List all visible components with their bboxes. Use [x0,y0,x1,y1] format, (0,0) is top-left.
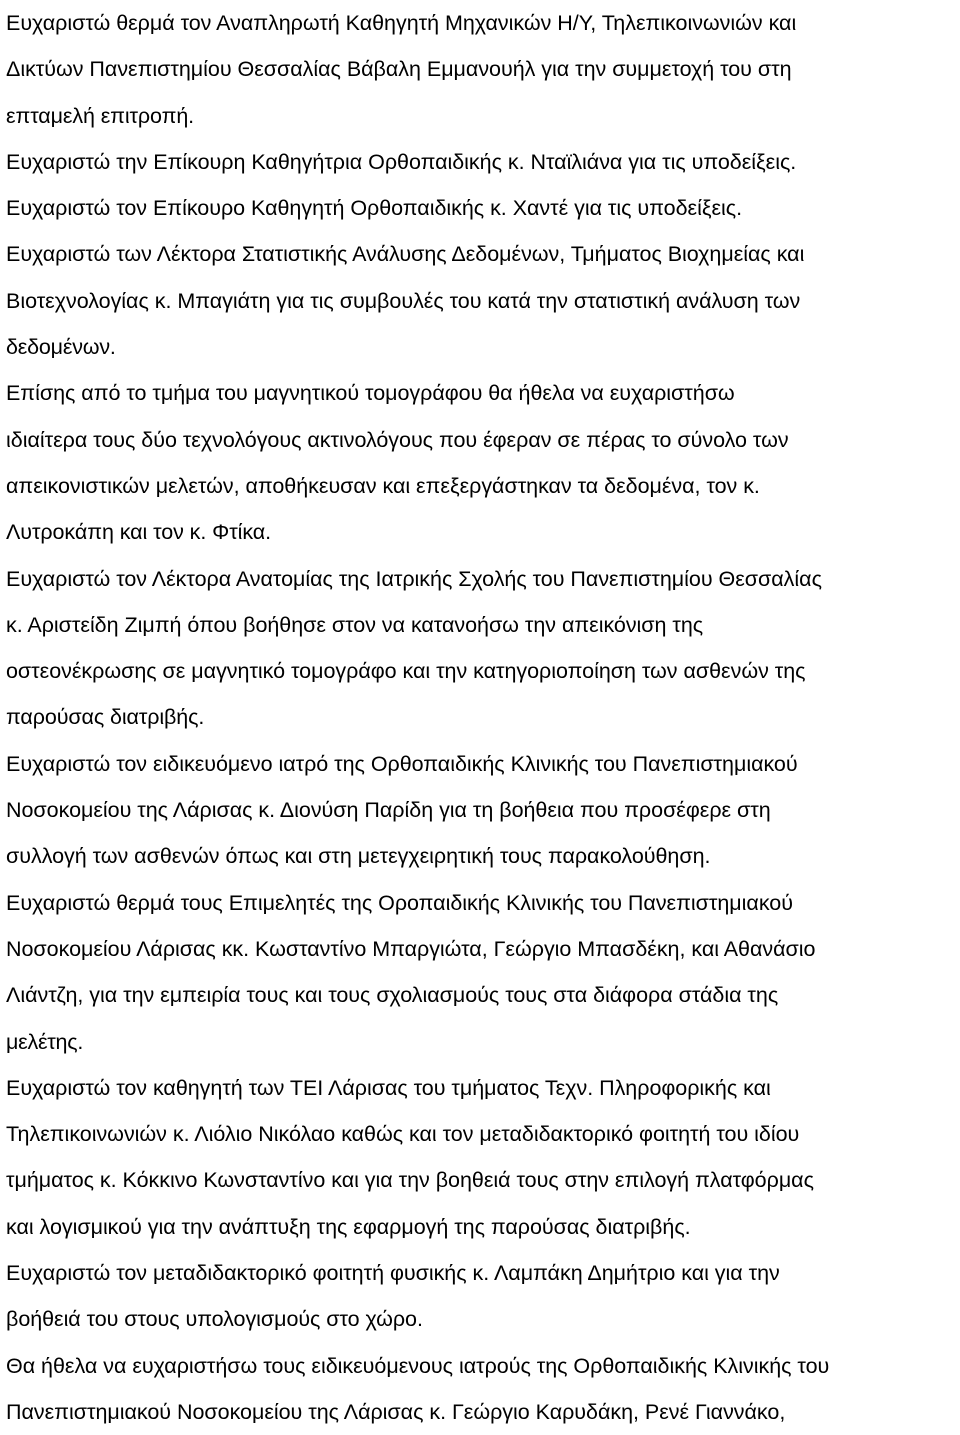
text-line: Θα ήθελα να ευχαριστήσω τους ειδικευόμενους ιατρούς της Ορθοπαιδικής Κλινικής του [6,1353,830,1378]
text-line: Ευχαριστώ την Επίκουρη Καθηγήτρια Ορθοπαιδικής κ. Νταϊλιάνα για τις υποδείξεις. [6,149,797,174]
paragraph-6 [6,556,956,741]
text-line: Ευχαριστώ τον μεταδιδακτορικό φοιτητή φυσικής κ. Λαμπάκη Δημήτριο και για την [6,1261,780,1286]
text-line: μελέτης. [6,1029,84,1054]
text-line: Λυτροκάπη και τον κ. Φτίκα. [6,520,272,545]
text-line: απεικονιστικών μελετών, αποθήκευσαν και επεξεργάστηκαν τα δεδομένα, τον κ. [6,473,760,498]
text-line: Ευχαριστώ των Λέκτορα Στατιστικής Ανάλυσης Δεδομένων, Τμήματος Βιοχημείας και [6,242,805,267]
text-line: Ευχαριστώ τον ειδικευόμενο ιατρό της Ορθοπαιδικής Κλινικής του Πανεπιστημιακού [6,751,798,776]
paragraph-8 [6,880,956,1065]
paragraph-5 [6,370,956,555]
text-line: Βιοτεχνολογίας κ. Μπαγιάτη για τις συμβουλές του κατά την στατιστική ανάλυση των [6,288,801,313]
paragraph-10 [6,1250,956,1343]
text-line: Ευχαριστώ θερμά τους Επιμελητές της Οροπαιδικής Κλινικής του Πανεπιστημιακού [6,890,793,915]
text-line: παρούσας διατριβής. [6,705,205,730]
text-line: συλλογή των ασθενών όπως και στη μετεγχειρητική τους παρακολούθηση. [6,844,711,869]
paragraph-3 [6,185,956,231]
text-line: Ευχαριστώ τον καθηγητή των ΤΕΙ Λάρισας του τμήματος Τεχν. Πληροφορικής και [6,1075,771,1100]
paragraph-11 [6,1343,956,1435]
text-line: Ευχαριστώ θερμά τον Αναπληρωτή Καθηγητή Μηχανικών Η/Υ, Τηλεπικοινωνιών και [6,11,797,35]
text-line: Λιάντζη, για την εμπειρία τους και τους σχολιασμούς τους στα διάφορα στάδια της [6,983,779,1008]
paragraph-7 [6,741,956,880]
text-line: οστεονέκρωσης σε μαγνητικό τομογράφο και την κατηγοριοποίηση των ασθενών της [6,659,806,684]
text-line: Πανεπιστημιακού Νοσοκομείου της Λάρισας κ. Γεώργιο Καρυδάκη, Ρενέ Γιαννάκο, [6,1399,786,1424]
text-line: Νοσοκομείου της Λάρισας κ. Διονύση Παρίδη για τη βοήθεια που προσέφερε στη [6,798,771,823]
document-page [6,0,956,1435]
paragraph-9 [6,1065,956,1250]
text-line: τμήματος κ. Κόκκινο Κωνσταντίνο και για την βοηθειά τους στην επιλογή πλατφόρμας [6,1168,814,1193]
text-line: ιδιαίτερα τους δύο τεχνολόγους ακτινολόγους που έφεραν σε πέρας το σύνολο των [6,427,789,452]
text-line: κ. Αριστείδη Ζιμπή όπου βοήθησε στον να κατανοήσω την απεικόνιση της [6,612,704,637]
text-line: Ευχαριστώ τον Επίκουρο Καθηγητή Ορθοπαιδικής κ. Χαντέ για τις υποδείξεις. [6,196,743,221]
text-line: Δικτύων Πανεπιστημίου Θεσσαλίας Βάβαλη Εμμανουήλ για την συμμετοχή του στη [6,57,792,82]
text-line: Νοσοκομείου Λάρισας κκ. Κωσταντίνο Μπαργιώτα, Γεώργιο Μπασδέκη, και Αθανάσιο [6,936,816,961]
text-line: Τηλεπικοινωνιών κ. Λιόλιο Νικόλαο καθώς και τον μεταδιδακτορικό φοιτητή του ιδίου [6,1122,800,1147]
text-line: Επίσης από το τμήμα του μαγνητικού τομογράφου θα ήθελα να ευχαριστήσω [6,381,735,406]
paragraph-2 [6,139,956,185]
text-line: επταμελή επιτροπή. [6,103,195,128]
text-line: Ευχαριστώ τον Λέκτορα Ανατομίας της Ιατρικής Σχολής του Πανεπιστημίου Θεσσαλίας [6,566,822,591]
paragraph-4 [6,231,956,370]
text-line: και λογισμικού για την ανάπτυξη της εφαρμογή της παρούσας διατριβής. [6,1214,691,1239]
text-line: δεδομένων. [6,335,116,360]
text-line: βοήθειά του στους υπολογισμούς στο χώρο. [6,1307,423,1332]
paragraph-1 [6,0,956,139]
